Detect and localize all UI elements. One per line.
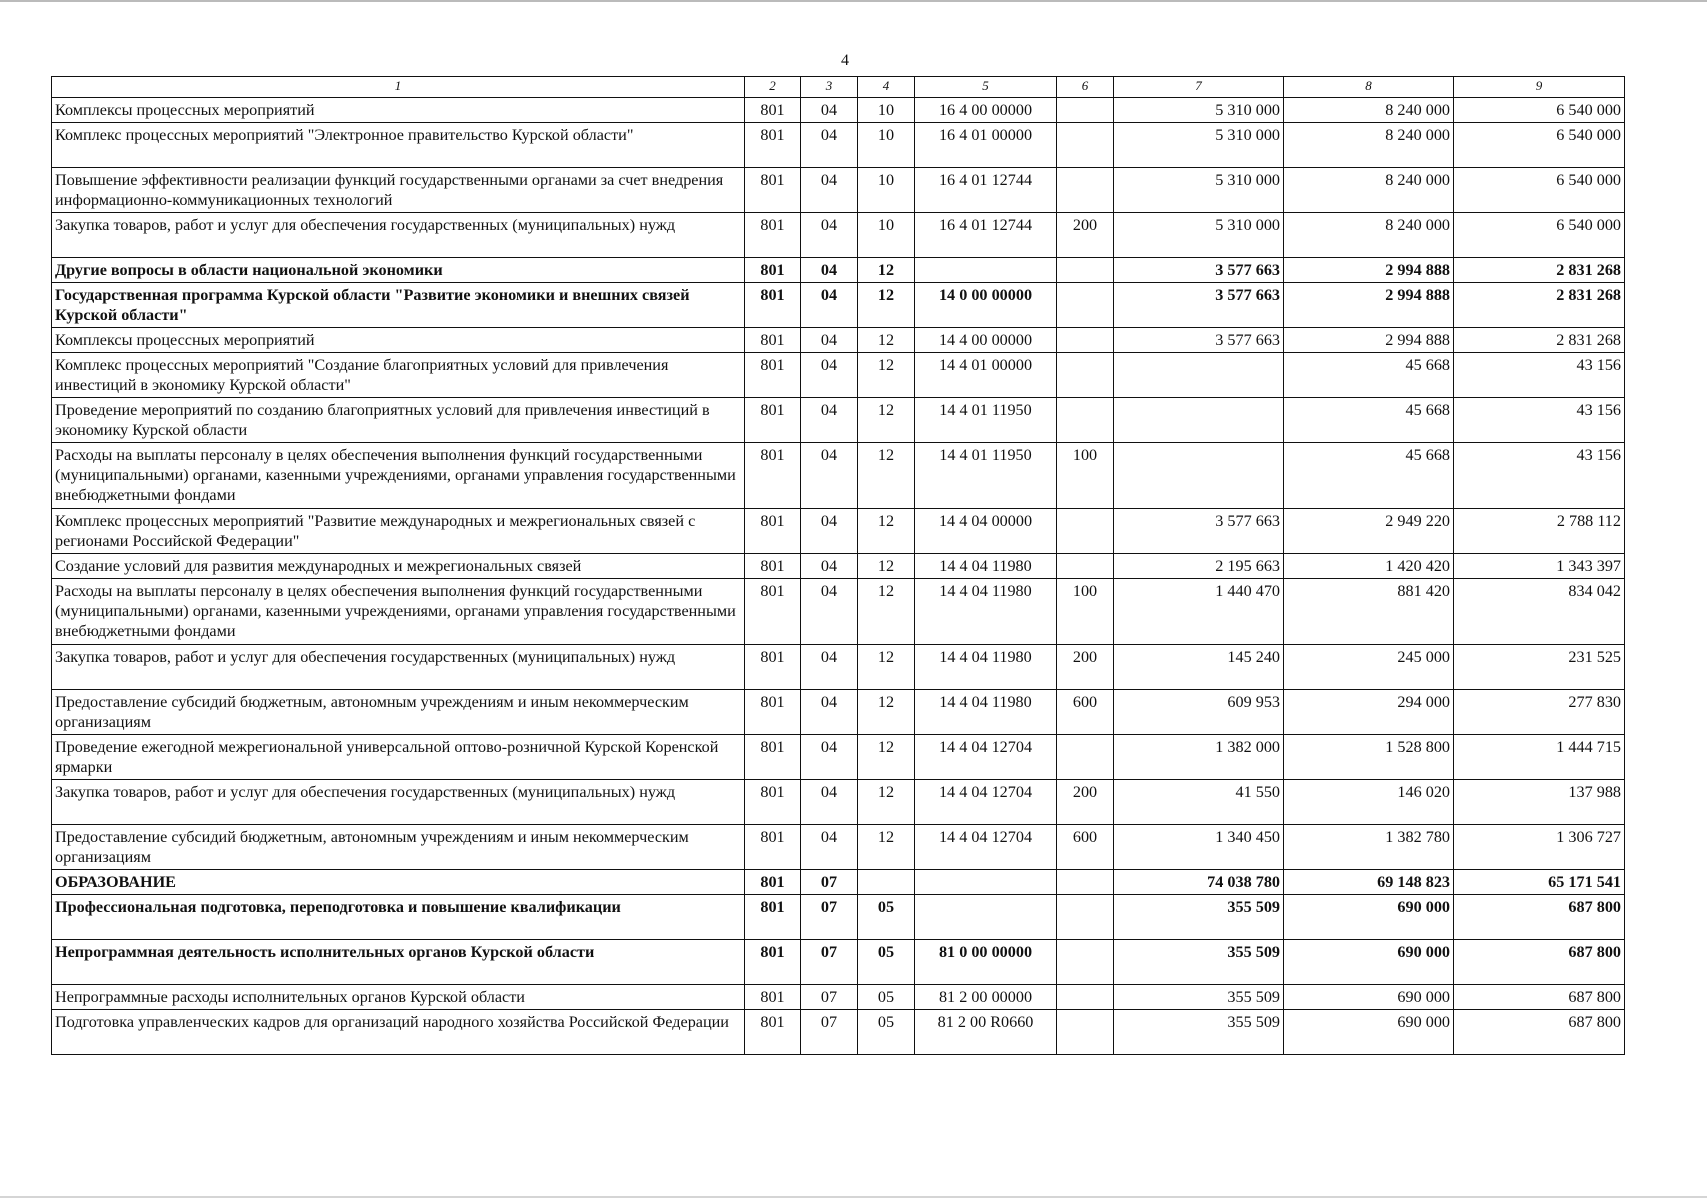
row-ministry-code: 801 [745, 735, 801, 780]
row-amount-col9: 65 171 541 [1454, 870, 1625, 895]
row-section-code: 04 [801, 283, 858, 328]
row-expense-type [1057, 398, 1114, 443]
row-amount-col8: 8 240 000 [1284, 98, 1454, 123]
row-section-code: 04 [801, 398, 858, 443]
row-amount-col9: 6 540 000 [1454, 213, 1625, 258]
row-amount-col9: 137 988 [1454, 780, 1625, 825]
row-ministry-code: 801 [745, 443, 801, 509]
row-name-cell: Комплекс процессных мероприятий "Электронное правительство Курской области" [52, 123, 745, 168]
row-amount-col7: 5 310 000 [1114, 98, 1284, 123]
row-name-cell: Непрограммные расходы исполнительных органов Курской области [52, 985, 745, 1010]
row-subsection-code: 12 [858, 328, 915, 353]
row-subsection-code: 12 [858, 398, 915, 443]
row-amount-col9: 2 788 112 [1454, 509, 1625, 554]
row-target-article: 14 4 04 11980 [915, 554, 1057, 579]
row-name-cell: Комплекс процессных мероприятий "Развитие международных и межрегиональных связей с регионами Российской Федерации" [52, 509, 745, 554]
row-ministry-code: 801 [745, 645, 801, 690]
row-amount-col7: 3 577 663 [1114, 328, 1284, 353]
row-section-code: 04 [801, 168, 858, 213]
row-ministry-code: 801 [745, 895, 801, 940]
row-amount-col9: 1 444 715 [1454, 735, 1625, 780]
row-name-cell: Повышение эффективности реализации функций государственными органами за счет внедрения информационно-коммуникационных технологий [52, 168, 745, 213]
row-section-code: 04 [801, 735, 858, 780]
table-row [52, 1010, 1625, 1055]
row-ministry-code: 801 [745, 328, 801, 353]
table-row [52, 398, 1625, 443]
row-ministry-code: 801 [745, 168, 801, 213]
row-amount-col9: 687 800 [1454, 1010, 1625, 1055]
table-row [52, 328, 1625, 353]
row-expense-type [1057, 98, 1114, 123]
row-amount-col7: 1 440 470 [1114, 579, 1284, 645]
table-body [52, 98, 1625, 1055]
row-section-code: 07 [801, 895, 858, 940]
row-name-cell: Подготовка управленческих кадров для организаций народного хозяйства Российской Федерации [52, 1010, 745, 1055]
row-target-article: 16 4 01 12744 [915, 168, 1057, 213]
row-amount-col7: 2 195 663 [1114, 554, 1284, 579]
row-ministry-code: 801 [745, 283, 801, 328]
row-ministry-code: 801 [745, 353, 801, 398]
row-amount-col8: 2 994 888 [1284, 328, 1454, 353]
row-section-code: 07 [801, 940, 858, 985]
row-expense-type: 100 [1057, 579, 1114, 645]
row-amount-col7 [1114, 398, 1284, 443]
row-amount-col8: 69 148 823 [1284, 870, 1454, 895]
column-header-1: 1 [52, 77, 745, 98]
row-subsection-code: 05 [858, 895, 915, 940]
row-ministry-code: 801 [745, 213, 801, 258]
row-subsection-code: 12 [858, 825, 915, 870]
column-header-6: 6 [1057, 77, 1114, 98]
row-ministry-code: 801 [745, 825, 801, 870]
table-row [52, 123, 1625, 168]
row-target-article: 16 4 01 12744 [915, 213, 1057, 258]
row-section-code: 04 [801, 353, 858, 398]
row-amount-col8: 690 000 [1284, 1010, 1454, 1055]
row-expense-type [1057, 258, 1114, 283]
row-expense-type: 200 [1057, 645, 1114, 690]
row-amount-col8: 294 000 [1284, 690, 1454, 735]
scan-edge-top [0, 0, 1707, 2]
row-amount-col9: 43 156 [1454, 398, 1625, 443]
table-row [52, 940, 1625, 985]
row-expense-type [1057, 985, 1114, 1010]
row-target-article: 81 2 00 R0660 [915, 1010, 1057, 1055]
row-amount-col9: 6 540 000 [1454, 98, 1625, 123]
row-amount-col7: 3 577 663 [1114, 509, 1284, 554]
row-expense-type [1057, 870, 1114, 895]
table-row [52, 554, 1625, 579]
row-amount-col8: 690 000 [1284, 895, 1454, 940]
row-target-article: 14 4 01 11950 [915, 398, 1057, 443]
row-amount-col9: 277 830 [1454, 690, 1625, 735]
table-row [52, 353, 1625, 398]
row-section-code: 07 [801, 985, 858, 1010]
row-section-code: 04 [801, 825, 858, 870]
row-name-cell: Создание условий для развития международных и межрегиональных связей [52, 554, 745, 579]
table-row [52, 213, 1625, 258]
row-target-article: 81 0 00 00000 [915, 940, 1057, 985]
row-name-cell: Расходы на выплаты персоналу в целях обеспечения выполнения функций государственными (муниципальными) органами, казенными учреждениями, органами управления государственными внебюджетными фондами [52, 579, 745, 645]
row-section-code: 04 [801, 690, 858, 735]
row-expense-type [1057, 123, 1114, 168]
row-subsection-code: 12 [858, 443, 915, 509]
row-section-code: 04 [801, 328, 858, 353]
row-amount-col8: 8 240 000 [1284, 168, 1454, 213]
row-amount-col9: 1 306 727 [1454, 825, 1625, 870]
row-amount-col9: 834 042 [1454, 579, 1625, 645]
row-target-article: 81 2 00 00000 [915, 985, 1057, 1010]
table-row [52, 985, 1625, 1010]
table-row [52, 690, 1625, 735]
row-name-cell: Закупка товаров, работ и услуг для обеспечения государственных (муниципальных) нужд [52, 213, 745, 258]
table-row [52, 645, 1625, 690]
row-subsection-code: 05 [858, 1010, 915, 1055]
row-amount-col7: 41 550 [1114, 780, 1284, 825]
row-expense-type: 100 [1057, 443, 1114, 509]
row-subsection-code: 12 [858, 258, 915, 283]
row-target-article: 14 4 04 11980 [915, 690, 1057, 735]
row-amount-col8: 146 020 [1284, 780, 1454, 825]
row-amount-col7: 74 038 780 [1114, 870, 1284, 895]
row-subsection-code: 12 [858, 579, 915, 645]
table-row [52, 443, 1625, 509]
row-amount-col9: 43 156 [1454, 353, 1625, 398]
table-row [52, 895, 1625, 940]
row-expense-type [1057, 509, 1114, 554]
row-name-cell: Комплекс процессных мероприятий "Создание благоприятных условий для привлечения инвестиций в экономику Курской области" [52, 353, 745, 398]
row-expense-type: 600 [1057, 690, 1114, 735]
row-amount-col9: 2 831 268 [1454, 258, 1625, 283]
row-amount-col9: 687 800 [1454, 940, 1625, 985]
row-amount-col9: 2 831 268 [1454, 283, 1625, 328]
table-row [52, 258, 1625, 283]
row-name-cell: Другие вопросы в области национальной экономики [52, 258, 745, 283]
scan-edge-bottom [0, 1196, 1707, 1198]
row-amount-col7: 3 577 663 [1114, 258, 1284, 283]
row-amount-col7: 355 509 [1114, 985, 1284, 1010]
row-subsection-code: 10 [858, 98, 915, 123]
row-expense-type [1057, 168, 1114, 213]
row-amount-col9: 231 525 [1454, 645, 1625, 690]
row-name-cell: Профессиональная подготовка, переподготовка и повышение квалификации [52, 895, 745, 940]
row-amount-col8: 8 240 000 [1284, 213, 1454, 258]
row-ministry-code: 801 [745, 579, 801, 645]
row-amount-col7: 355 509 [1114, 940, 1284, 985]
row-expense-type [1057, 940, 1114, 985]
row-amount-col9: 687 800 [1454, 985, 1625, 1010]
row-section-code: 04 [801, 258, 858, 283]
row-expense-type [1057, 735, 1114, 780]
row-subsection-code: 10 [858, 213, 915, 258]
row-target-article [915, 258, 1057, 283]
row-target-article: 14 4 04 12704 [915, 825, 1057, 870]
row-expense-type [1057, 328, 1114, 353]
header-row [52, 77, 1625, 98]
row-amount-col7: 1 340 450 [1114, 825, 1284, 870]
row-name-cell: Закупка товаров, работ и услуг для обеспечения государственных (муниципальных) нужд [52, 780, 745, 825]
row-amount-col9: 6 540 000 [1454, 168, 1625, 213]
row-amount-col7 [1114, 443, 1284, 509]
row-name-cell: Комплексы процессных мероприятий [52, 328, 745, 353]
row-target-article: 14 4 04 00000 [915, 509, 1057, 554]
row-ministry-code: 801 [745, 398, 801, 443]
row-name-cell: ОБРАЗОВАНИЕ [52, 870, 745, 895]
page-number: 4 [841, 52, 849, 69]
row-expense-type [1057, 1010, 1114, 1055]
row-amount-col7: 355 509 [1114, 1010, 1284, 1055]
row-expense-type: 200 [1057, 780, 1114, 825]
table-row [52, 870, 1625, 895]
row-target-article [915, 895, 1057, 940]
row-name-cell: Закупка товаров, работ и услуг для обеспечения государственных (муниципальных) нужд [52, 645, 745, 690]
row-ministry-code: 801 [745, 780, 801, 825]
column-header-5: 5 [915, 77, 1057, 98]
row-section-code: 04 [801, 123, 858, 168]
row-amount-col9: 6 540 000 [1454, 123, 1625, 168]
row-amount-col8: 1 382 780 [1284, 825, 1454, 870]
row-expense-type [1057, 283, 1114, 328]
row-target-article: 14 4 04 12704 [915, 735, 1057, 780]
row-subsection-code: 12 [858, 690, 915, 735]
row-section-code: 04 [801, 579, 858, 645]
row-amount-col9: 687 800 [1454, 895, 1625, 940]
column-header-7: 7 [1114, 77, 1284, 98]
row-amount-col8: 45 668 [1284, 398, 1454, 443]
row-name-cell: Комплексы процессных мероприятий [52, 98, 745, 123]
row-subsection-code [858, 870, 915, 895]
column-header-8: 8 [1284, 77, 1454, 98]
row-target-article [915, 870, 1057, 895]
row-name-cell: Государственная программа Курской области "Развитие экономики и внешних связей Курской области" [52, 283, 745, 328]
column-header-2: 2 [745, 77, 801, 98]
row-name-cell: Расходы на выплаты персоналу в целях обеспечения выполнения функций государственными (муниципальными) органами, казенными учреждениями, органами управления государственными внебюджетными фондами [52, 443, 745, 509]
row-subsection-code: 05 [858, 940, 915, 985]
row-subsection-code: 12 [858, 283, 915, 328]
row-amount-col7: 5 310 000 [1114, 168, 1284, 213]
row-subsection-code: 12 [858, 353, 915, 398]
row-amount-col8: 245 000 [1284, 645, 1454, 690]
row-section-code: 04 [801, 645, 858, 690]
row-ministry-code: 801 [745, 98, 801, 123]
row-name-cell: Предоставление субсидий бюджетным, автономным учреждениям и иным некоммерческим организациям [52, 825, 745, 870]
row-amount-col7: 5 310 000 [1114, 213, 1284, 258]
row-ministry-code: 801 [745, 258, 801, 283]
row-amount-col7: 3 577 663 [1114, 283, 1284, 328]
row-amount-col8: 8 240 000 [1284, 123, 1454, 168]
column-header-9: 9 [1454, 77, 1625, 98]
row-expense-type: 600 [1057, 825, 1114, 870]
row-amount-col9: 43 156 [1454, 443, 1625, 509]
row-amount-col7: 355 509 [1114, 895, 1284, 940]
row-ministry-code: 801 [745, 940, 801, 985]
row-ministry-code: 801 [745, 985, 801, 1010]
table-row [52, 98, 1625, 123]
row-amount-col8: 45 668 [1284, 353, 1454, 398]
row-name-cell: Непрограммная деятельность исполнительных органов Курской области [52, 940, 745, 985]
row-amount-col8: 2 994 888 [1284, 283, 1454, 328]
table-row [52, 509, 1625, 554]
table-row [52, 780, 1625, 825]
row-ministry-code: 801 [745, 554, 801, 579]
row-section-code: 04 [801, 98, 858, 123]
row-subsection-code: 10 [858, 123, 915, 168]
row-subsection-code: 12 [858, 645, 915, 690]
row-ministry-code: 801 [745, 1010, 801, 1055]
table-row [52, 735, 1625, 780]
row-amount-col7: 145 240 [1114, 645, 1284, 690]
table-row [52, 579, 1625, 645]
row-amount-col7: 5 310 000 [1114, 123, 1284, 168]
row-amount-col7: 609 953 [1114, 690, 1284, 735]
table-row [52, 168, 1625, 213]
row-ministry-code: 801 [745, 123, 801, 168]
row-section-code: 04 [801, 780, 858, 825]
row-section-code: 07 [801, 870, 858, 895]
row-subsection-code: 12 [858, 780, 915, 825]
row-name-cell: Проведение мероприятий по созданию благоприятных условий для привлечения инвестиций в экономику Курской области [52, 398, 745, 443]
row-expense-type: 200 [1057, 213, 1114, 258]
row-target-article: 14 0 00 00000 [915, 283, 1057, 328]
row-expense-type [1057, 895, 1114, 940]
row-expense-type [1057, 554, 1114, 579]
row-amount-col8: 881 420 [1284, 579, 1454, 645]
row-amount-col8: 1 420 420 [1284, 554, 1454, 579]
row-target-article: 16 4 01 00000 [915, 123, 1057, 168]
row-subsection-code: 05 [858, 985, 915, 1010]
row-target-article: 14 4 04 11980 [915, 579, 1057, 645]
row-target-article: 14 4 04 11980 [915, 645, 1057, 690]
row-subsection-code: 12 [858, 735, 915, 780]
row-amount-col7 [1114, 353, 1284, 398]
row-amount-col7: 1 382 000 [1114, 735, 1284, 780]
row-target-article: 14 4 04 12704 [915, 780, 1057, 825]
row-target-article: 14 4 01 00000 [915, 353, 1057, 398]
column-header-3: 3 [801, 77, 858, 98]
row-section-code: 04 [801, 554, 858, 579]
row-section-code: 04 [801, 509, 858, 554]
row-ministry-code: 801 [745, 690, 801, 735]
row-ministry-code: 801 [745, 870, 801, 895]
row-section-code: 04 [801, 443, 858, 509]
row-ministry-code: 801 [745, 509, 801, 554]
row-expense-type [1057, 353, 1114, 398]
row-amount-col8: 1 528 800 [1284, 735, 1454, 780]
row-amount-col9: 2 831 268 [1454, 328, 1625, 353]
column-header-4: 4 [858, 77, 915, 98]
row-target-article: 14 4 00 00000 [915, 328, 1057, 353]
row-subsection-code: 12 [858, 554, 915, 579]
budget-table [51, 76, 1625, 1055]
row-target-article: 14 4 01 11950 [915, 443, 1057, 509]
row-amount-col8: 690 000 [1284, 940, 1454, 985]
row-subsection-code: 10 [858, 168, 915, 213]
table-row [52, 283, 1625, 328]
row-amount-col8: 2 949 220 [1284, 509, 1454, 554]
row-section-code: 04 [801, 213, 858, 258]
row-name-cell: Проведение ежегодной межрегиональной универсальной оптово-розничной Курской Коренской ярмарки [52, 735, 745, 780]
row-subsection-code: 12 [858, 509, 915, 554]
row-amount-col8: 2 994 888 [1284, 258, 1454, 283]
row-amount-col8: 690 000 [1284, 985, 1454, 1010]
row-amount-col9: 1 343 397 [1454, 554, 1625, 579]
row-amount-col8: 45 668 [1284, 443, 1454, 509]
row-name-cell: Предоставление субсидий бюджетным, автономным учреждениям и иным некоммерческим организациям [52, 690, 745, 735]
table-row [52, 825, 1625, 870]
row-section-code: 07 [801, 1010, 858, 1055]
row-target-article: 16 4 00 00000 [915, 98, 1057, 123]
